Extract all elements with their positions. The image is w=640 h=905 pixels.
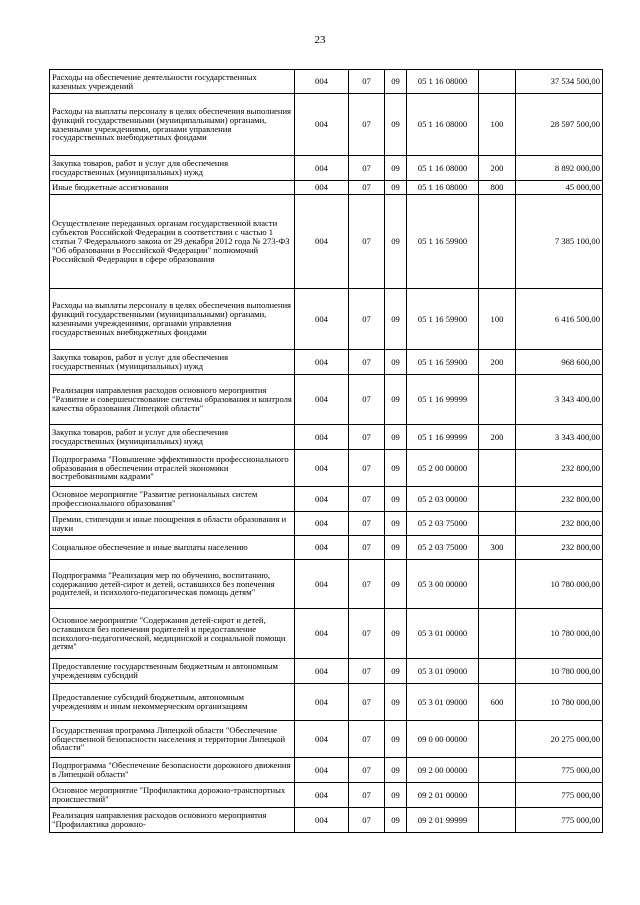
table-row [50,512,603,536]
budget-table-body [50,70,603,833]
row-name: Государственная программа Липецкой области "Обеспечение общественной безопасности населения и территории Липецкой области" [50,721,295,758]
row-name: Расходы на выплаты персоналу в целях обеспечения выполнения функций государственными (муниципальными) органами, казенными учреждениями, органами управления государственных внебюджетных фондами [50,289,295,350]
row-grbs: 004 [295,609,349,659]
row-podrazdel: 09 [385,487,407,512]
row-grbs: 004 [295,375,349,425]
row-podrazdel: 09 [385,609,407,659]
row-razdel: 07 [349,450,385,487]
row-razdel: 07 [349,808,385,833]
row-grbs: 004 [295,560,349,609]
row-target-article: 05 1 16 08000 [407,70,479,94]
row-target-article: 05 3 01 00000 [407,609,479,659]
row-name: Премии, стипендии и иные поощрения в области образования и науки [50,512,295,536]
row-expense-type [479,487,516,512]
row-razdel: 07 [349,156,385,181]
row-name: Реализация направления расходов основного мероприятия "Профилактика дорожно- [50,808,295,833]
row-grbs: 004 [295,156,349,181]
row-sum: 28 597 500,00 [516,94,603,156]
row-target-article: 09 2 01 99999 [407,808,479,833]
row-sum: 10 780 000,00 [516,684,603,721]
row-podrazdel: 09 [385,783,407,808]
row-razdel: 07 [349,70,385,94]
row-podrazdel: 09 [385,684,407,721]
row-expense-type [479,560,516,609]
row-expense-type: 600 [479,684,516,721]
row-podrazdel: 09 [385,289,407,350]
row-grbs: 004 [295,684,349,721]
table-row [50,181,603,195]
row-target-article: 09 2 01 00000 [407,783,479,808]
table-row [50,808,603,833]
row-expense-type [479,450,516,487]
table-row [50,684,603,721]
row-target-article: 09 2 00 00000 [407,758,479,783]
table-row [50,487,603,512]
row-expense-type [479,70,516,94]
table-row [50,70,603,94]
row-sum: 3 343 400,00 [516,375,603,425]
row-expense-type [479,659,516,684]
table-row [50,783,603,808]
row-razdel: 07 [349,375,385,425]
row-razdel: 07 [349,536,385,560]
row-razdel: 07 [349,783,385,808]
row-razdel: 07 [349,721,385,758]
row-sum: 6 416 500,00 [516,289,603,350]
row-sum: 968 600,00 [516,350,603,375]
row-sum: 10 780 000,00 [516,560,603,609]
row-grbs: 004 [295,195,349,289]
table-row [50,425,603,450]
row-razdel: 07 [349,560,385,609]
table-row [50,536,603,560]
row-podrazdel: 09 [385,536,407,560]
row-razdel: 07 [349,289,385,350]
row-target-article: 05 2 03 00000 [407,487,479,512]
table-row [50,758,603,783]
row-expense-type: 800 [479,181,516,195]
row-grbs: 004 [295,94,349,156]
row-sum: 232 800,00 [516,487,603,512]
row-expense-type [479,195,516,289]
page-number: 23 [314,34,326,46]
row-podrazdel: 09 [385,721,407,758]
table-row [50,560,603,609]
row-sum: 232 800,00 [516,450,603,487]
row-sum: 775 000,00 [516,783,603,808]
row-target-article: 05 3 01 09000 [407,659,479,684]
row-target-article: 05 2 03 75000 [407,512,479,536]
row-target-article: 05 2 00 00000 [407,450,479,487]
row-sum: 10 780 000,00 [516,609,603,659]
row-podrazdel: 09 [385,560,407,609]
row-podrazdel: 09 [385,181,407,195]
row-target-article: 05 1 16 99999 [407,425,479,450]
row-expense-type [479,758,516,783]
row-grbs: 004 [295,487,349,512]
row-podrazdel: 09 [385,425,407,450]
row-podrazdel: 09 [385,156,407,181]
row-expense-type: 200 [479,156,516,181]
row-grbs: 004 [295,350,349,375]
row-name: Подпрограмма "Обеспечение безопасности дорожного движения в Липецкой области" [50,758,295,783]
row-name: Иные бюджетные ассигнования [50,181,295,195]
row-sum: 232 800,00 [516,512,603,536]
row-name: Предоставление субсидий бюджетным, автономным учреждениям и иным некоммерческим организациям [50,684,295,721]
row-podrazdel: 09 [385,70,407,94]
table-row [50,94,603,156]
row-target-article: 05 1 16 08000 [407,156,479,181]
row-target-article: 05 1 16 59900 [407,350,479,375]
row-expense-type: 100 [479,289,516,350]
row-podrazdel: 09 [385,94,407,156]
row-grbs: 004 [295,721,349,758]
row-expense-type [479,808,516,833]
row-target-article: 05 1 16 59900 [407,195,479,289]
row-podrazdel: 09 [385,195,407,289]
row-expense-type [479,721,516,758]
row-target-article: 05 1 16 08000 [407,94,479,156]
row-expense-type [479,512,516,536]
row-razdel: 07 [349,512,385,536]
row-razdel: 07 [349,350,385,375]
row-grbs: 004 [295,808,349,833]
row-sum: 232 800,00 [516,536,603,560]
row-sum: 775 000,00 [516,808,603,833]
row-sum: 10 780 000,00 [516,659,603,684]
row-grbs: 004 [295,659,349,684]
row-grbs: 004 [295,70,349,94]
row-podrazdel: 09 [385,808,407,833]
table-row [50,195,603,289]
row-name: Осуществление переданных органам государственной власти субъектов Российской Федерации в соответствии с частью 1 статьи 7 Федерального закона от 29 декабря 2012 года № 273-ФЗ "Об образовании в Российской Федерации" полномочий Российской Федерации в сфере образования [50,195,295,289]
row-grbs: 004 [295,289,349,350]
table-row [50,721,603,758]
row-sum: 7 385 100,00 [516,195,603,289]
row-razdel: 07 [349,425,385,450]
budget-table [49,69,603,833]
row-podrazdel: 09 [385,659,407,684]
row-name: Закупка товаров, работ и услуг для обеспечения государственных (муниципальных) нужд [50,156,295,181]
row-razdel: 07 [349,758,385,783]
row-expense-type: 100 [479,94,516,156]
row-sum: 775 000,00 [516,758,603,783]
row-razdel: 07 [349,195,385,289]
row-grbs: 004 [295,450,349,487]
row-target-article: 05 1 16 08000 [407,181,479,195]
row-podrazdel: 09 [385,375,407,425]
row-expense-type: 200 [479,425,516,450]
row-name: Подпрограмма "Повышение эффективности профессионального образования в обеспечении отраслей экономики востребованными кадрами" [50,450,295,487]
row-name: Предоставление государственным бюджетным и автономным учреждениям субсидий [50,659,295,684]
row-expense-type [479,783,516,808]
row-razdel: 07 [349,609,385,659]
row-target-article: 05 3 00 00000 [407,560,479,609]
row-target-article: 05 2 03 75000 [407,536,479,560]
row-grbs: 004 [295,758,349,783]
row-podrazdel: 09 [385,350,407,375]
table-row [50,289,603,350]
row-expense-type: 300 [479,536,516,560]
row-podrazdel: 09 [385,450,407,487]
row-sum: 3 343 400,00 [516,425,603,450]
row-name: Подпрограмма "Реализация мер по обучению, воспитанию, содержанию детей-сирот и детей, оставшихся без попечения родителей, и психолого-педагогическая помощь детям" [50,560,295,609]
row-sum: 8 892 000,00 [516,156,603,181]
table-row [50,350,603,375]
row-razdel: 07 [349,94,385,156]
table-row [50,375,603,425]
row-expense-type [479,609,516,659]
row-razdel: 07 [349,181,385,195]
row-razdel: 07 [349,659,385,684]
row-sum: 45 000,00 [516,181,603,195]
row-target-article: 09 0 00 00000 [407,721,479,758]
row-grbs: 004 [295,536,349,560]
row-name: Социальное обеспечение и иные выплаты населению [50,536,295,560]
row-name: Расходы на выплаты персоналу в целях обеспечения выполнения функций государственными (муниципальными) органами, казенными учреждениями, органами управления государственных внебюджетных фондами [50,94,295,156]
row-razdel: 07 [349,684,385,721]
row-podrazdel: 09 [385,512,407,536]
row-name: Закупка товаров, работ и услуг для обеспечения государственных (муниципальных) нужд [50,350,295,375]
row-grbs: 004 [295,425,349,450]
row-name: Расходы на обеспечение деятельности государственных казенных учреждений [50,70,295,94]
row-name: Основное мероприятие "Профилактика дорожно-транспортных происшествий" [50,783,295,808]
row-grbs: 004 [295,181,349,195]
row-name: Основное мероприятие "Развитие региональных систем профессионального образования" [50,487,295,512]
row-target-article: 05 3 01 09000 [407,684,479,721]
row-name: Реализация направления расходов основного мероприятия "Развитие и совершенствование системы образования и контроля качества образования Липецкой области" [50,375,295,425]
row-name: Основное мероприятие "Содержания детей-сирот и детей, оставшихся без попечения родителей и предоставление психолого-педагогической, медицинской и социальной помощи детям" [50,609,295,659]
row-name: Закупка товаров, работ и услуг для обеспечения государственных (муниципальных) нужд [50,425,295,450]
table-row [50,156,603,181]
row-razdel: 07 [349,487,385,512]
table-row [50,659,603,684]
table-row [50,609,603,659]
row-target-article: 05 1 16 59900 [407,289,479,350]
row-grbs: 004 [295,783,349,808]
row-expense-type: 200 [479,350,516,375]
row-sum: 37 534 500,00 [516,70,603,94]
row-sum: 20 275 000,00 [516,721,603,758]
row-target-article: 05 1 16 99999 [407,375,479,425]
row-grbs: 004 [295,512,349,536]
row-podrazdel: 09 [385,758,407,783]
table-row [50,450,603,487]
row-expense-type [479,375,516,425]
